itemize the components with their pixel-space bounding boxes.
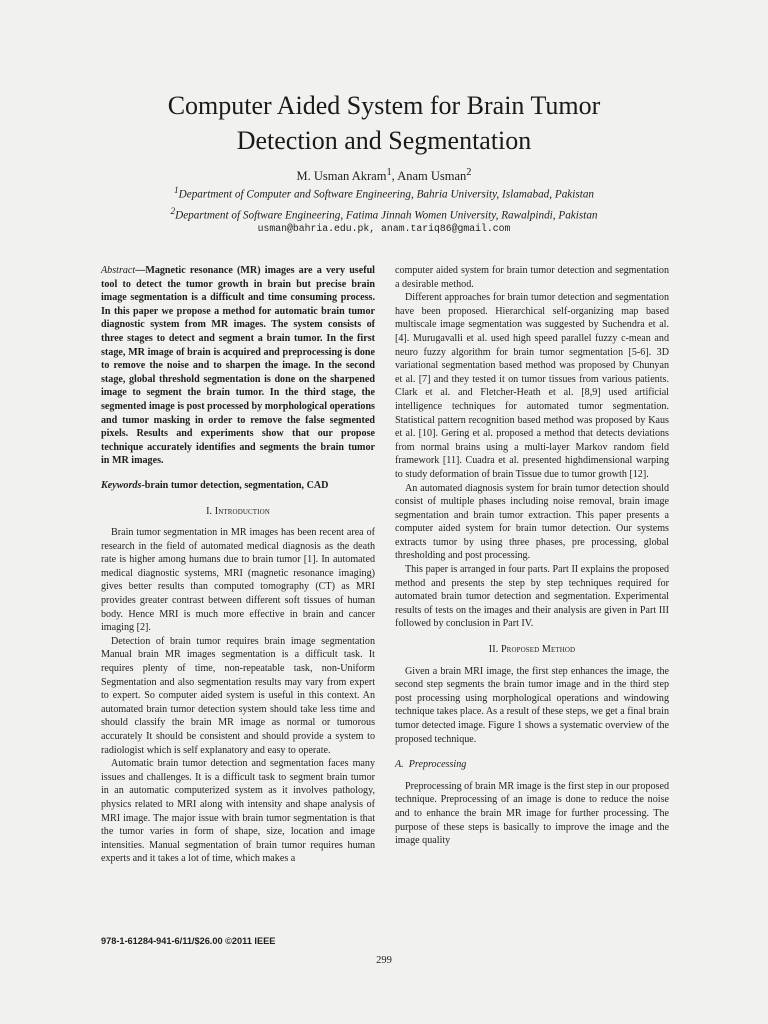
section-2-title: Proposed Method xyxy=(500,644,576,656)
section-1-title: Introduction xyxy=(214,505,270,517)
abstract-text: —Magnetic resonance (MR) images are a very useful tool to detect the tumor growth in brain but precise brain image segmentation is a difficult and time consuming process. In this paper we propose a method for automatic brain tumor diagnostic system from MR images. The system consists of three stages to detect and segment a brain tumor. In the first stage, MR image of brain is acquired and preprocessing is done to remove the noise and to sharpen the image. In the second stage, global threshold segmentation is done on the sharpened image to segment the brain tumor. In the third stage, the segmented image is post processed by morphological operations and tumor masking in order to remove the false segmented pixels. Results and experiments show that our propose technique accurately identifies and segments the brain tumor in MR images. xyxy=(101,265,375,467)
subsection-a-label: A. xyxy=(395,759,404,771)
copyright-notice: 978-1-61284-941-6/11/$26.00 ©2011 IEEE xyxy=(101,936,276,946)
author-list xyxy=(60,164,708,185)
abstract xyxy=(101,264,375,468)
keywords xyxy=(101,479,375,493)
intro-paragraph-1: Brain tumor segmentation in MR images has been recent area of research in the field of automated medical diagnosis as the death rate is higher among humans due to brain tumor [1]. In automated medical diagnostic systems, MRI (magnetic resonance imaging) gives better results than computed tomography (CT) as MRI provides greater contrast between different soft tissues of human body. Hence MRI is much more effective in brain and cancer imaging [2]. xyxy=(101,527,375,634)
affiliation-1-mark: 1 xyxy=(173,186,179,196)
affiliation-1 xyxy=(30,183,738,203)
method-paragraph: Given a brain MRI image, the first step enhances the image, the second step segments the brain tumor image and in the third step post processing using morphological operations and windowing technique takes place. As a result of these steps, we get a final brain tumor detected image. Figure 1 shows a systematic overview of the proposed technique. xyxy=(395,665,669,745)
title-line-2: Detection and Segmentation xyxy=(236,126,532,155)
author-emails: usman@bahria.edu.pk, anam.tariq86@gmail.com xyxy=(257,223,511,234)
author-1: M. Usman Akram xyxy=(296,169,387,184)
preprocessing-paragraph: Preprocessing of brain MR image is the first step in our proposed technique. Preprocessing of an image is done to reduce the noise and to enhance the brain MR image for further processing. The purpose of these steps is basically to improve the image and the image quality xyxy=(395,780,669,847)
section-2-number: II. xyxy=(488,644,499,656)
paper-title xyxy=(60,88,708,158)
affiliation-2-text: Department of Software Engineering, Fatima Jinnah Women University, Rawalpindi, Pakistan xyxy=(175,209,598,222)
system-overview-paragraph: An automated diagnosis system for brain tumor detection should consist of multiple phases including noise removal, brain image segmentation and brain tumor extraction. This paper presents a computer aided system for brain tumor detection. Our systems extracts tumor by using three phases, pre processing, global thresholding and post processing. xyxy=(395,482,669,562)
section-1-number: I. xyxy=(206,505,213,517)
page-number: 299 xyxy=(376,955,392,966)
subsection-a-title: Preprocessing xyxy=(408,759,467,771)
section-heading-proposed-method xyxy=(395,643,669,657)
author-1-affiliation-mark: 1 xyxy=(386,167,392,178)
intro-paragraph-3-continued: computer aided system for brain tumor detection and segmentation a desirable method. xyxy=(395,265,669,290)
right-column xyxy=(395,264,669,848)
affiliation-2-mark: 2 xyxy=(170,207,176,217)
author-separator: , xyxy=(391,169,398,184)
affiliation-1-text: Department of Computer and Software Engineering, Bahria University, Islamabad, Pakistan xyxy=(178,188,595,201)
left-column xyxy=(101,264,375,866)
author-2-affiliation-mark: 2 xyxy=(466,167,472,178)
intro-paragraph-2: Detection of brain tumor requires brain image segmentation Manual brain MR images segmentation is a difficult task. It requires plenty of time, non-repeatable task, non-Uniform Segmentation and also segmentation results may vary from expert to expert. So computer aided system is useful in this context. An automated brain tumor detection system should take less time and should classify the brain MR image as normal or tumorous accurately It should be consistent and should provide a system to radiologist which is self explanatory and easy to operate. xyxy=(101,635,375,756)
intro-paragraph-3: Automatic brain tumor detection and segmentation faces many issues and challenges. It is a difficult task to segment brain tumor in an automatic computerized system as it involves pathology, physics related to MRI along with intensity and shape analysis of MRI image. The major issue with brain tumor segmentation is that the tumor varies in form of shape, size, location and image intensities. Manual segmentation of brain tumor requires human experts and it takes a lot of time, which makes a xyxy=(101,758,375,865)
title-line-1: Computer Aided System for Brain Tumor xyxy=(167,91,601,120)
affiliation-2 xyxy=(30,204,738,224)
subsection-heading-preprocessing xyxy=(395,758,669,772)
keywords-lead: Keywords xyxy=(101,479,142,491)
section-heading-introduction xyxy=(101,505,375,519)
related-work-paragraph: Different approaches for brain tumor detection and segmentation have been proposed. Hierarchical self-organizing map based multiscale image segmentation was suggested by Suchendra et al. [4]. Murugavalli et al. used high speed parallel fuzzy c-mean and neuro fuzzy algorithm for brain tumor segmentation [5-6]. 3D variational segmentation based method was proposed by Chunyan et al. [7] and they tested it on tumor tissues from various patients. Clark et al. and Fletcher-Heath et al. [8,9] used artificial intelligence techniques for automated tumor segmentation. Statistical pattern recognition based method was proposed by Kaus et al. [10]. Gering et al. proposed a method that detects deviations from normal brains using a multi-layer Markov random field framework [11]. Cuadra et al. presented highdimensional warping to study deformation of brain Tissue due to tumor growth [12]. xyxy=(395,292,669,480)
abstract-lead: Abstract xyxy=(101,265,136,276)
keywords-text: -brain tumor detection, segmentation, CAD xyxy=(141,479,329,491)
author-2: Anam Usman xyxy=(397,169,467,184)
paper-organization-paragraph: This paper is arranged in four parts. Part II explains the proposed method and presents the step by step techniques required for automated brain tumor detection and segmentation. Experimental results of tests on the images and their analysis are given in Part III followed by conclusion in Part IV. xyxy=(395,564,669,630)
